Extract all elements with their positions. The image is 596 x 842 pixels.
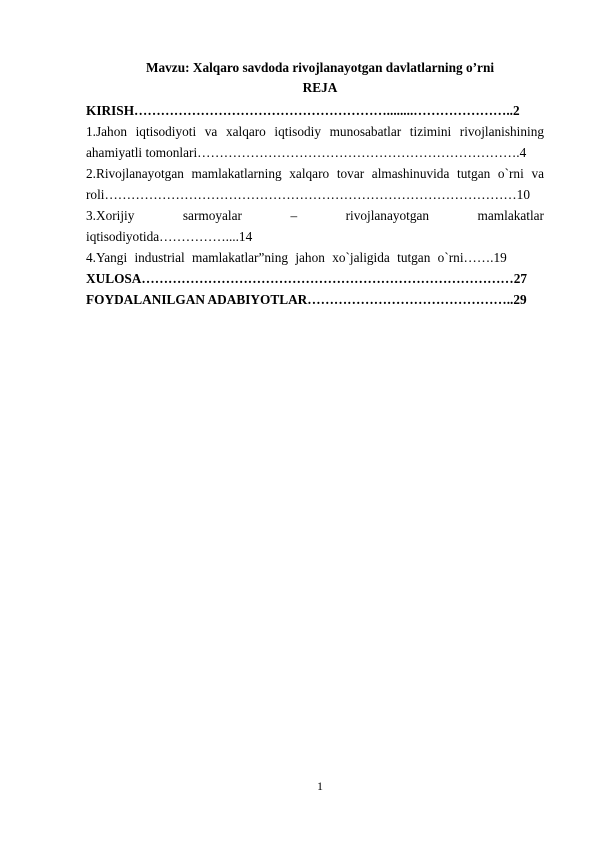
toc-item-3-line2: iqtisodiyotida……………....14 [86, 229, 253, 244]
toc-item-adabiyotlar: FOYDALANILGAN ADABIYOTLAR………………………………………..29 [86, 292, 527, 307]
page-number: 1 [317, 779, 323, 793]
toc-item-kirish: KIRISH…………………………………………………........…………………..2 [86, 103, 520, 118]
toc-item-1-line1: 1.Jahon iqtisodiyoti va xalqaro iqtisodiy munosabatlar tizimini rivojlanishining [86, 124, 544, 139]
document-title: Mavzu: Xalqaro savdoda rivojlanayotgan davlatlarning o’rni [145, 60, 495, 75]
document-subtitle: REJA [302, 80, 338, 95]
toc-item-2-line2: roli…………………………………………………………………………………10 [86, 187, 530, 202]
toc-item-xulosa: XULOSA…………………………………………………………………………27 [86, 271, 528, 286]
table-of-contents [86, 100, 544, 310]
toc-item-3-line1: 3.Xorijiy sarmoyalar – rivojlanayotgan mamlakatlar [86, 208, 544, 223]
toc-item-4: 4.Yangi industrial mamlakatlar”ning jahon xo`jaligida tutgan o`rni…….19 [86, 250, 507, 265]
toc-item-2-line1: 2.Rivojlanayotgan mamlakatlarning xalqaro tovar almashinuvida tutgan o`rni va [86, 166, 544, 181]
toc-item-1-line2: ahamiyatli tomonlari……………………………………………………………….4 [86, 145, 527, 160]
